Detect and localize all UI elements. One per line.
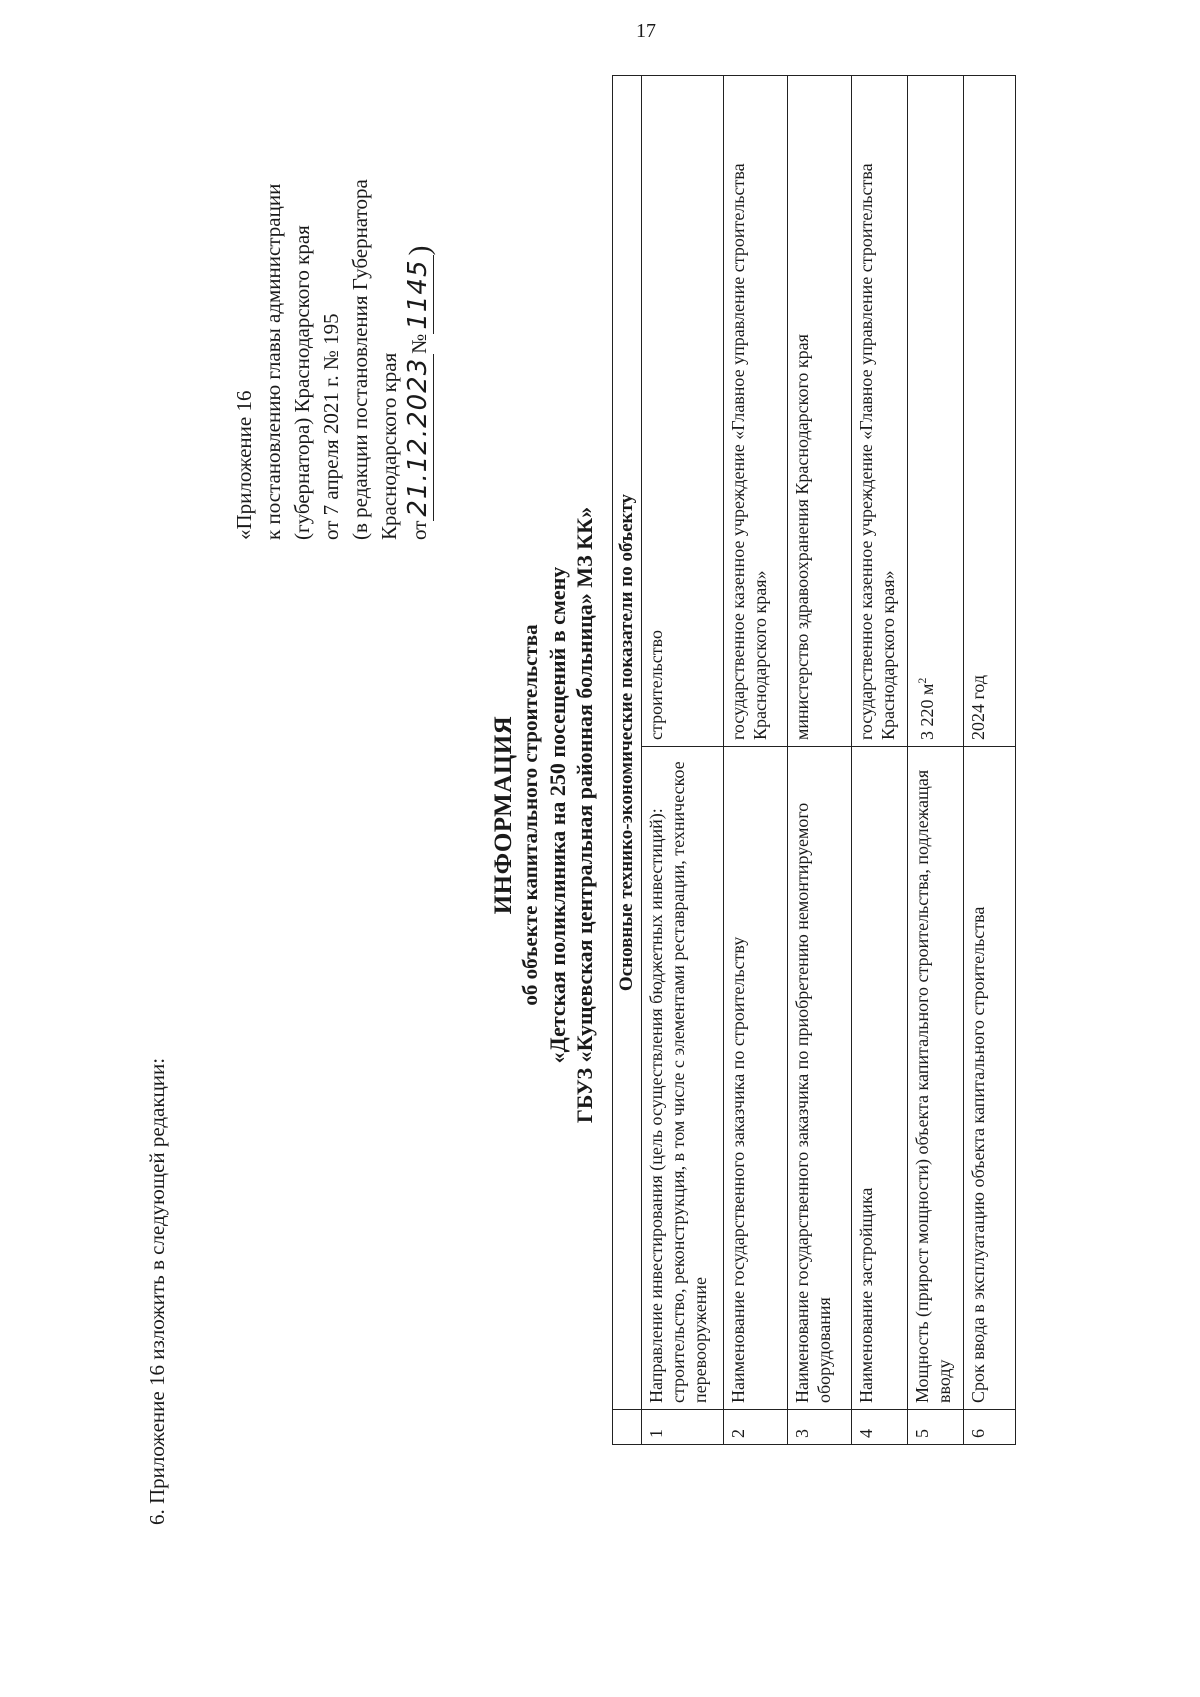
table-header-row xyxy=(613,76,642,1445)
table-row xyxy=(788,76,852,1445)
row-number: 2 xyxy=(724,1410,788,1445)
row-number: 1 xyxy=(642,1410,724,1445)
document-heading xyxy=(490,50,598,1580)
table-row xyxy=(642,76,724,1445)
heading-line: ГБУЗ «Кущевская центральная районная больница» МЗ КК» xyxy=(572,506,597,1124)
row-name: Наименование государственного заказчика по строительству xyxy=(724,747,788,1410)
table-row xyxy=(852,76,908,1445)
row-name: Наименование государственного заказчика по приобретению немонтируемого оборудования xyxy=(788,747,852,1410)
table-row xyxy=(964,76,1016,1445)
table-row xyxy=(724,76,788,1445)
row-number: 4 xyxy=(852,1410,908,1445)
appendix-date-line xyxy=(404,100,434,540)
row-value: 2024 год xyxy=(964,76,1016,747)
row-value: министерство здравоохранения Краснодарского края xyxy=(788,76,852,747)
appendix-block xyxy=(230,100,434,540)
appendix-line: «Приложение 16 xyxy=(232,390,256,540)
appendix-line: Краснодарского края xyxy=(377,352,401,540)
row-value: государственное казенное учреждение «Главное управление строительства Краснодарского края» xyxy=(852,76,908,747)
appendix-line: (в редакции постановления Губернатора xyxy=(348,179,372,540)
section-header: Основные технико-экономические показатели по объекту xyxy=(613,76,642,1410)
row-name: Срок ввода в эксплуатацию объекта капитального строительства xyxy=(964,747,1016,1410)
appendix-line: от 7 апреля 2021 г. № 195 xyxy=(319,313,343,540)
row-value: государственное казенное учреждение «Главное управление строительства Краснодарского края» xyxy=(724,76,788,747)
row-name: Наименование застройщика xyxy=(852,747,908,1410)
number-prefix: № xyxy=(407,333,431,354)
page-number: 17 xyxy=(636,20,656,42)
row-value xyxy=(908,76,964,747)
row-number: 6 xyxy=(964,1410,1016,1445)
heading-line: об объекте капитального строительства xyxy=(518,624,542,1006)
intro-line: 6. Приложение 16 изложить в следующей редакции: xyxy=(145,1057,169,1525)
appendix-line: к постановлению главы администрации xyxy=(261,183,285,540)
heading-line: «Детская поликлиника на 250 посещений в смену xyxy=(545,566,570,1064)
capacity-value: 3 220 м xyxy=(917,683,937,740)
appendix-line: (губернатора) Краснодарского края xyxy=(290,225,314,540)
row-value: строительство xyxy=(642,76,724,747)
closing-paren: ) xyxy=(403,245,436,256)
handwritten-number: 1145 xyxy=(403,256,434,334)
heading-title: ИНФОРМАЦИЯ xyxy=(490,715,517,915)
rotated-page-content xyxy=(145,50,1155,1580)
indicators-table xyxy=(612,75,1016,1445)
row-name: Мощность (прирост мощности) объекта капитального строительства, подлежащая вводу xyxy=(908,747,964,1410)
square-superscript: 2 xyxy=(915,677,929,684)
row-number: 3 xyxy=(788,1410,852,1445)
row-number: 5 xyxy=(908,1410,964,1445)
date-prefix: от xyxy=(407,520,431,540)
row-name: Направление инвестирования (цель осуществления бюджетных инвестиций): строительство, реконструкция, в том числе с элементами реставрации, техническое перевооружение xyxy=(642,747,724,1410)
table-row xyxy=(908,76,964,1445)
handwritten-date: 21.12.2023 xyxy=(403,354,434,521)
